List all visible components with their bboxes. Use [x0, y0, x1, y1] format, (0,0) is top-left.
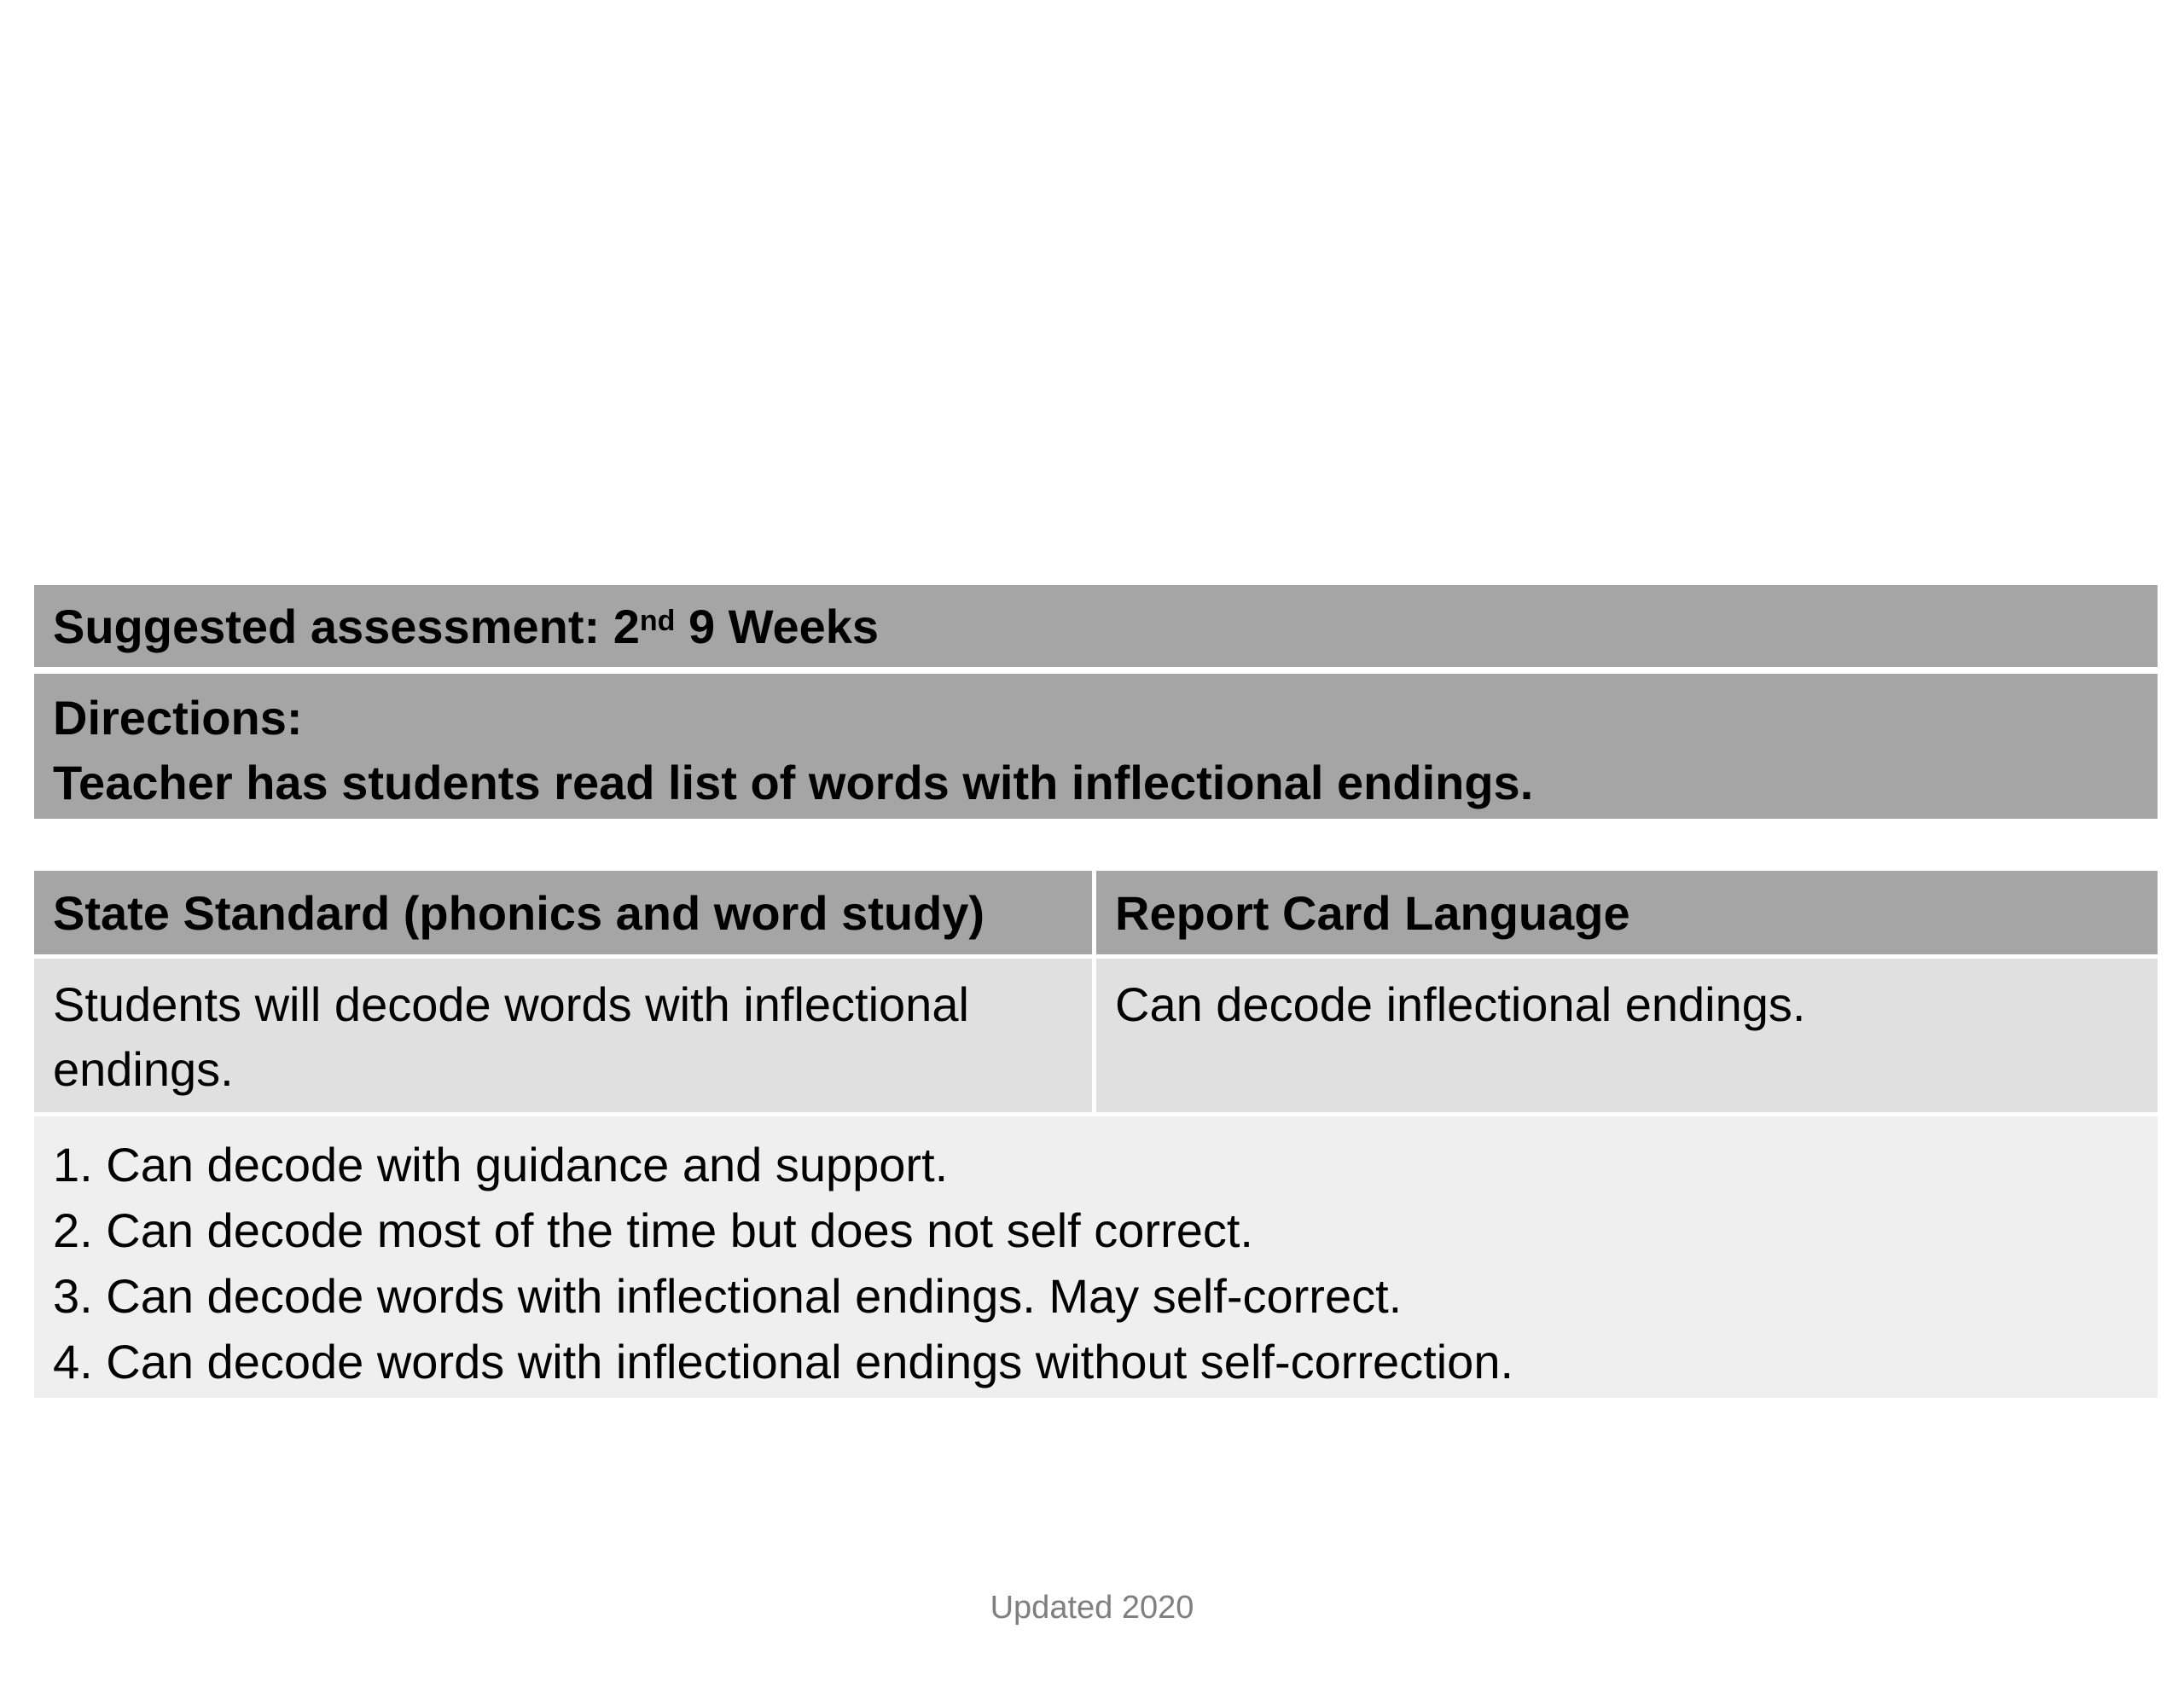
header-report-card-language: Report Card Language	[1096, 871, 2158, 954]
assessment-title-prefix: Suggested assessment: 2	[53, 599, 640, 653]
assessment-table	[34, 585, 2158, 819]
footer-updated: Updated 2020	[990, 1590, 1194, 1626]
rubric-item: 2. Can decode most of the time but does not self correct.	[53, 1203, 1253, 1257]
cell-state-standard: Students will decode words with inflectional endings.	[34, 959, 1092, 1112]
directions-cell	[34, 674, 2158, 819]
directions-label: Directions:	[53, 691, 303, 745]
rubric-item: 4. Can decode words with inflectional endings without self-correction.	[53, 1335, 1514, 1388]
standards-table	[34, 871, 2158, 1398]
cell-report-card-language: Can decode inflectional endings.	[1096, 959, 2158, 1112]
directions-text: Teacher has students read list of words with inflectional endings.	[53, 756, 1534, 809]
rubric-item: 1. Can decode with guidance and support.	[53, 1138, 949, 1191]
rubric-item: 3. Can decode words with inflectional endings. May self-correct.	[53, 1269, 1403, 1323]
rubric-cell	[34, 1116, 2158, 1398]
assessment-title-superscript: nd	[639, 604, 676, 637]
standards-body-row	[34, 959, 2158, 1112]
assessment-title	[34, 585, 2158, 667]
header-state-standard: State Standard (phonics and word study)	[34, 871, 1092, 954]
standards-header-row	[34, 871, 2158, 954]
assessment-title-suffix: 9 Weeks	[675, 599, 880, 653]
